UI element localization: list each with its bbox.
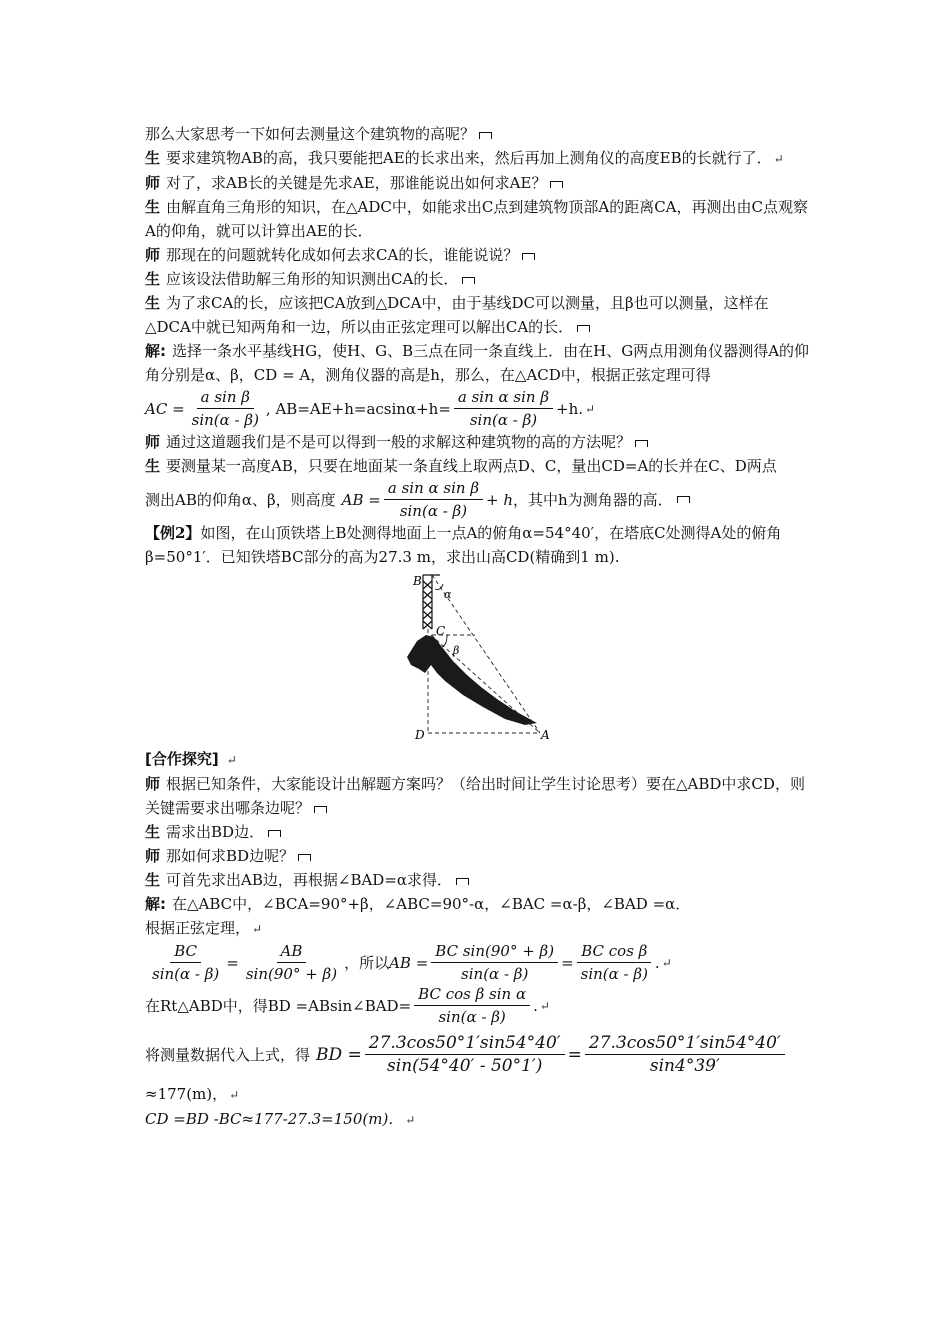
paragraph bbox=[145, 291, 810, 339]
text-line: 要测量某一高度AB，只要在地面某一条直线上取两点D、C，量出CD=A的长并在C、D两点 bbox=[166, 457, 777, 475]
formula-text: + h bbox=[486, 490, 514, 509]
numerator: BC sin(90° + β) bbox=[431, 941, 558, 963]
paragraph-mark-icon bbox=[462, 277, 475, 284]
text-line: 测出AB的仰角α、β，则高度 bbox=[145, 490, 336, 509]
text-line: 通过这道题我们是不是可以得到一般的求解这种建筑物的高的方法呢？ bbox=[166, 433, 632, 451]
fraction bbox=[188, 387, 263, 430]
fraction bbox=[242, 941, 341, 984]
speaker-label: 生 bbox=[145, 871, 161, 889]
speaker-label: 生 bbox=[145, 294, 161, 312]
speaker-label: 生 bbox=[145, 457, 161, 475]
paragraph-mark-icon bbox=[314, 806, 327, 813]
formula-lhs: AB = bbox=[341, 490, 381, 509]
speaker-label: 师 bbox=[145, 174, 161, 192]
fraction bbox=[414, 984, 530, 1027]
mountain-tower-figure bbox=[145, 569, 810, 747]
formula-bd: 在Rt△ABD中，得BD =ABsin∠BAD= $\frac{\text{BC cos β sin α}}{\sin(\alpha - \beta)}$ . ↵ bbox=[145, 985, 550, 1026]
speaker-label: 师 bbox=[145, 246, 161, 264]
label-d: D bbox=[415, 728, 425, 742]
fraction bbox=[454, 387, 553, 430]
numerator: BC bbox=[170, 941, 201, 963]
formula-lhs: AB = bbox=[389, 953, 429, 972]
text-line: 对了，求AB长的关键是先求AE，那谁能说出如何求AE？ bbox=[166, 174, 547, 192]
formula-text: +h. bbox=[556, 399, 584, 418]
paragraph bbox=[145, 267, 810, 291]
paragraph-mark-icon bbox=[298, 854, 311, 861]
section-heading: [合作探究] bbox=[145, 750, 219, 768]
numerator: a sin β bbox=[197, 387, 254, 409]
numerator: a sin α sin β bbox=[454, 387, 553, 409]
return-arrow-icon: ↵ bbox=[226, 753, 237, 767]
speaker-label: 师 bbox=[145, 775, 161, 793]
text-line: ≈177(m)， bbox=[145, 1085, 228, 1103]
text-line: 根据已知条件，大家能设计出解题方案吗？（给出时间让学生讨论思考）要在△ABD中求CD，则关键需要求出哪条边呢？ bbox=[145, 775, 805, 817]
fraction bbox=[431, 941, 558, 984]
numerator: a sin α sin β bbox=[384, 478, 483, 500]
text-line: 可首先求出AB边，再根据∠BAD=α求得． bbox=[166, 871, 453, 889]
paragraph bbox=[145, 844, 810, 868]
return-arrow-icon: ↵ bbox=[229, 1088, 240, 1102]
paragraph bbox=[145, 820, 810, 844]
numerator: BC cos β sin α bbox=[414, 984, 530, 1006]
paragraph-mark-icon bbox=[522, 253, 535, 260]
paragraph bbox=[145, 772, 810, 820]
text-line: 要求建筑物AB的高，我只要能把AE的长求出来，然后再加上测角仪的高度EB的长就行了． bbox=[166, 149, 772, 167]
example-tag: 【例2】 bbox=[145, 524, 201, 542]
return-arrow-icon: ↵ bbox=[539, 998, 550, 1013]
text-line: 那现在的问题就转化成如何去求CA的长，谁能说说？ bbox=[166, 246, 519, 264]
document-body bbox=[145, 122, 810, 1132]
paragraph-mark-icon bbox=[677, 496, 690, 503]
speaker-label: 生 bbox=[145, 198, 161, 216]
paragraph bbox=[145, 339, 810, 387]
label-c: C bbox=[436, 624, 446, 638]
text-line: 在△ABC中，∠BCA=90°+β，∠ABC=90°-α，∠BAC =α-β，∠BAD =α． bbox=[172, 895, 691, 913]
formula-lhs: AC = bbox=[145, 399, 185, 418]
formula-ac bbox=[145, 387, 810, 430]
text-line: 根据正弦定理， bbox=[145, 919, 251, 937]
solution-label: 解: bbox=[145, 895, 166, 913]
return-arrow-icon: ↵ bbox=[661, 955, 672, 970]
paragraph bbox=[145, 1107, 810, 1132]
label-b: B bbox=[413, 574, 422, 588]
formula-lhs: BD = bbox=[316, 1044, 362, 1065]
text-line: ，其中h为测角器的高． bbox=[513, 490, 673, 509]
formula-bd-numeric: 将测量数据代入上式，得 BD = $\frac{27.3\cos 50^\circ 1'\sin 54^\circ 40'}{\sin(54^\circ 40' - 50^\circ 1')}$ = $\frac{27.3\cos 50^\circ 1'\sin 54^\circ 40'}{\sin 4^\circ 39'}$ bbox=[145, 1033, 810, 1076]
text-line: CD =BD -BC≈177-27.3=150(m)． bbox=[145, 1110, 404, 1128]
text-line: 那么大家思考一下如何去测量这个建筑物的高呢？ bbox=[145, 125, 476, 143]
denominator: sin(α - β) bbox=[580, 965, 648, 983]
speaker-label: 师 bbox=[145, 433, 161, 451]
formula-ab bbox=[145, 478, 810, 521]
paragraph bbox=[145, 430, 810, 454]
paragraph bbox=[145, 122, 810, 146]
text-line: 需求出BD边． bbox=[166, 823, 265, 841]
denominator: sin(α - β) bbox=[461, 965, 529, 983]
solution-label: 解: bbox=[145, 342, 166, 360]
fraction bbox=[384, 478, 483, 521]
fraction bbox=[577, 941, 652, 984]
numerator: 27.3cos50°1′sin54°40′ bbox=[365, 1033, 565, 1055]
label-a: A bbox=[541, 728, 550, 742]
paragraph-mark-icon bbox=[577, 325, 590, 332]
denominator: sin(54°40′ - 50°1′) bbox=[387, 1056, 543, 1076]
paragraph bbox=[145, 195, 810, 243]
formula-text: ，所以 bbox=[344, 953, 390, 972]
speaker-label: 师 bbox=[145, 847, 161, 865]
return-arrow-icon: ↵ bbox=[585, 401, 596, 416]
return-arrow-icon: ↵ bbox=[773, 152, 784, 166]
denominator: sin(α - β) bbox=[191, 411, 259, 429]
text-line: 选择一条水平基线HG，使H、G、B三点在同一条直线上．由在H、G两点用测角仪器测得A的仰角分别是α、β，CD = A，测角仪器的高是h，那么，在△ACD中，根据正弦定理可得 bbox=[145, 342, 810, 384]
paragraph-mark-icon bbox=[456, 878, 469, 885]
speaker-label: 生 bbox=[145, 270, 161, 288]
speaker-label: 生 bbox=[145, 149, 161, 167]
paragraph bbox=[145, 243, 810, 267]
paragraph bbox=[145, 868, 810, 892]
paragraph-mark-icon bbox=[635, 440, 648, 447]
denominator: sin(90° + β) bbox=[245, 965, 338, 983]
fraction bbox=[148, 941, 223, 984]
denominator: sin(α - β) bbox=[469, 411, 538, 429]
text-line: 如图，在山顶铁塔上B处测得地面上一点A的俯角α=54°40′，在塔底C处测得A处的俯角β=50°1′．已知铁塔BC部分的高为27.3 m，求出山高CD(精确到1 m). bbox=[145, 524, 782, 566]
paragraph bbox=[145, 747, 810, 772]
denominator: sin4°39′ bbox=[649, 1056, 720, 1076]
paragraph bbox=[145, 916, 810, 941]
text-line: 在Rt△ABD中，得BD =ABsin∠BAD= bbox=[145, 996, 412, 1015]
label-beta: β bbox=[453, 644, 460, 657]
text-line: 为了求CA的长，应该把CA放到△DCA中，由于基线DC可以测量，且β也可以测量，这样在△DCA中就已知两角和一边，所以由正弦定理可以解出CA的长． bbox=[145, 294, 769, 336]
mountain-shape bbox=[407, 635, 537, 725]
numerator: AB bbox=[277, 941, 307, 963]
numerator: 27.3cos50°1′sin54°40′ bbox=[585, 1033, 785, 1055]
label-alpha: α bbox=[444, 588, 452, 601]
denominator: sin(α - β) bbox=[399, 502, 468, 520]
numerator: BC cos β bbox=[577, 941, 651, 963]
text-line: 那如何求BD边呢？ bbox=[166, 847, 295, 865]
text-line: 将测量数据代入上式，得 bbox=[145, 1045, 311, 1064]
denominator: sin(α - β) bbox=[438, 1008, 506, 1026]
paragraph-mark-icon bbox=[479, 132, 492, 139]
formula-text: , AB=AE+h=acsinα+h= bbox=[265, 399, 451, 418]
paragraph bbox=[145, 171, 810, 195]
paragraph bbox=[145, 521, 810, 569]
paragraph bbox=[145, 146, 810, 171]
paragraph bbox=[145, 1082, 810, 1107]
paragraph-mark-icon bbox=[268, 830, 281, 837]
paragraph bbox=[145, 454, 810, 478]
return-arrow-icon: ↵ bbox=[252, 922, 263, 936]
figure-svg bbox=[145, 569, 810, 747]
text-line: 应该设法借助解三角形的知识测出CA的长． bbox=[166, 270, 459, 288]
fraction bbox=[365, 1033, 565, 1076]
text-line: 由解直角三角形的知识，在△ADC中，如能求出C点到建筑物顶部A的距离CA，再测出由C点观察A的仰角，就可以计算出AE的长． bbox=[145, 198, 808, 240]
formula-sine-law: $\frac{BC}{\sin(\alpha - \beta)}$ = $\frac{AB}{\sin(90^\circ + \beta)}$ ，所以 AB = $\frac{\text{BC sin(90° + β)}}{\sin(\alpha - \beta)}$ = $\frac{\text{BC cos β}}{\sin(\alpha - \beta)}$ . ↵ bbox=[145, 941, 810, 984]
denominator: sin(α - β) bbox=[152, 965, 220, 983]
paragraph bbox=[145, 892, 810, 916]
return-arrow-icon: ↵ bbox=[405, 1113, 416, 1127]
paragraph-mark-icon bbox=[550, 181, 563, 188]
fraction bbox=[585, 1033, 785, 1076]
speaker-label: 生 bbox=[145, 823, 161, 841]
